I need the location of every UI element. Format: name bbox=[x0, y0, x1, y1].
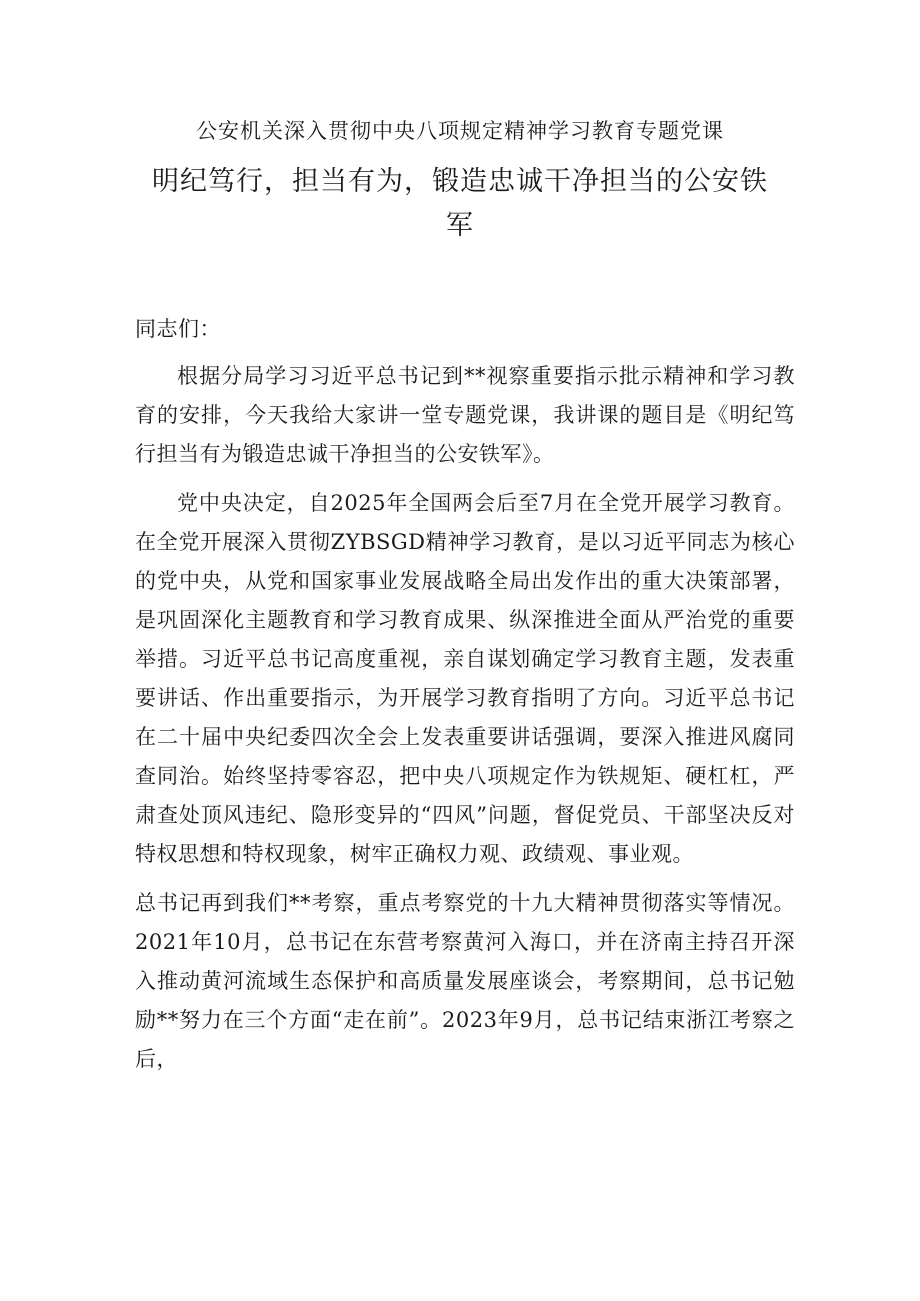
document-body bbox=[135, 310, 795, 1079]
paragraph-3: 总书记再到我们**考察，重点考察党的十九大精神贯彻落实等情况。2021年10月，总书记在东营考察黄河入海口，并在济南主持召开深入推动黄河流域生态保护和高质量发展座谈会，考察期间，总书记勉励**努力在三个方面“走在前”。2023年9月，总书记结束浙江考察之后， bbox=[135, 891, 795, 1071]
document-subtitle: 公安机关深入贯彻中央八项规定精神学习教育专题党课 bbox=[196, 119, 724, 143]
salutation: 同志们： bbox=[135, 317, 221, 341]
paragraph-1: 根据分局学习习近平总书记到**视察重要指示批示精神和学习教育的安排，今天我给大家讲一堂专题党课，我讲课的题目是《明纪笃行担当有为锻造忠诚干净担当的公安铁军》。 bbox=[135, 364, 795, 466]
paragraph-2: 党中央决定，自2025年全国两会后至7月在全党开展学习教育。在全党开展深入贯彻ZYBSGD精神学习教育，是以习近平同志为核心的党中央，从党和国家事业发展战略全局出发作出的重大决策部署，是巩固深化主题教育和学习教育成果、纵深推进全面从严治党的重要举措。习近平总书记高度重视，亲自谋划确定学习教育主题，发表重要讲话、作出重要指示，为开展学习教育指明了方向。习近平总书记在二十届中央纪委四次全会上发表重要讲话强调，要深入推进风腐同查同治。始终坚持零容忍，把中央八项规定作为铁规矩、硬杠杠，严肃查处顶风违纪、隐形变异的“四风”问题，督促党员、干部坚决反对特权思想和特权现象，树牢正确权力观、政绩观、事业观。 bbox=[135, 491, 795, 866]
document-title: 明纪笃行，担当有为，锻造忠诚干净担当的公安铁军 bbox=[152, 166, 768, 241]
